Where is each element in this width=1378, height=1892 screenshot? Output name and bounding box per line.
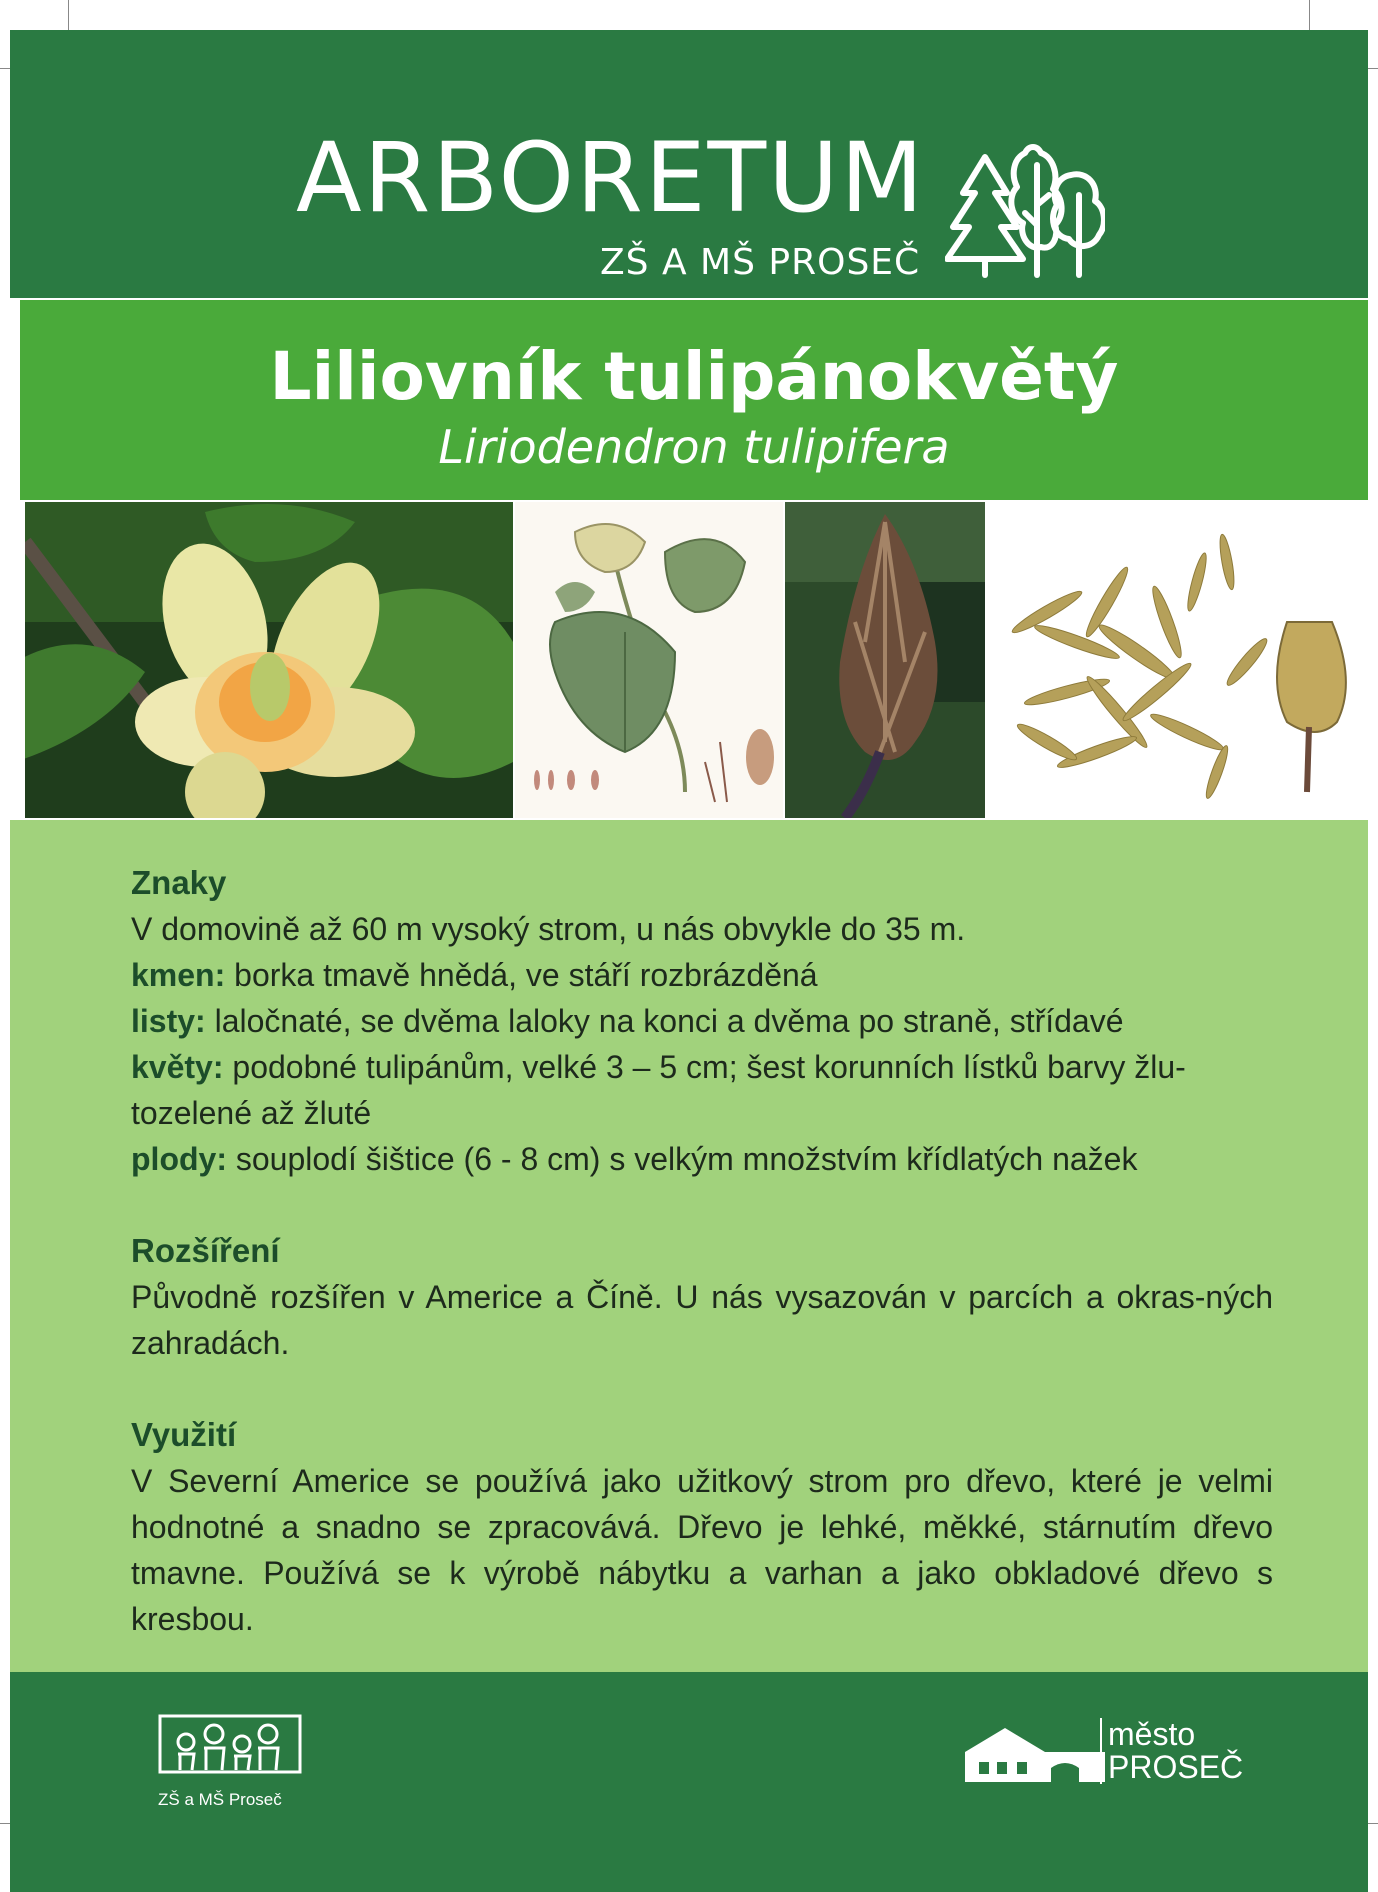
znaky-kvety <box>131 1044 1273 1136</box>
znaky-listy <box>131 998 1273 1044</box>
vyuziti-text: V Severní Americe se používá jako užitkový strom pro dřevo, které je velmi hodnotné a snadno se zpracovává. Dřevo je lehké, měkké, stárnutím dřevo tmavne. Používá se k výrobě nábytku a varhan a jako obkladové dřevo s kresbou. <box>131 1463 1273 1637</box>
kmen-text: borka tmavě hnědá, ve stáří rozbrázděná <box>225 957 818 993</box>
page-title: ARBORETUM <box>296 122 926 234</box>
cone-photo <box>785 502 985 818</box>
flower-photo <box>25 502 513 818</box>
znaky-plody <box>131 1136 1273 1182</box>
school-caption: ZŠ a MŠ Proseč <box>158 1790 282 1809</box>
trees-icon <box>945 135 1105 280</box>
botanical-illustration <box>515 502 783 818</box>
species-czech-name: Liliovník tulipánokvětý <box>269 338 1119 415</box>
section-heading-znaky: Znaky <box>131 864 227 901</box>
listy-label: listy: <box>131 1003 206 1039</box>
town-line1: město <box>1108 1716 1196 1752</box>
footer-banner <box>10 1672 1368 1892</box>
header-banner <box>10 30 1368 298</box>
town-logo-icon <box>965 1722 1105 1782</box>
listy-text: laločnaté, se dvěma laloky na konci a dvěma po straně, střídavé <box>205 1003 1124 1039</box>
article-body <box>131 860 1273 1642</box>
town-line2: PROSEČ <box>1108 1749 1244 1785</box>
section-heading-vyuziti: Využití <box>131 1416 237 1453</box>
page-subtitle: ZŠ A MŠ PROSEČ <box>600 242 921 283</box>
school-logo-icon <box>156 1712 316 1782</box>
plody-label: plody: <box>131 1141 227 1177</box>
kvety-text: podobné tulipánům, velké 3 – 5 cm; šest korunních lístků barvy žlu-tozelené až žluté <box>131 1049 1186 1131</box>
plody-text: souplodí šištice (6 - 8 cm) s velkým množstvím křídlatých nažek <box>226 1141 1138 1177</box>
kvety-label: květy: <box>131 1049 224 1085</box>
rozsireni-text: Původně rozšířen v Americe a Číně. U nás vysazován v parcích a okras-ných zahradách. <box>131 1279 1273 1361</box>
kmen-label: kmen: <box>131 957 226 993</box>
seeds-photo <box>987 502 1368 818</box>
znaky-intro: V domovině až 60 m vysoký strom, u nás obvykle do 35 m. <box>131 911 966 947</box>
content-panel <box>10 820 1368 1672</box>
town-name <box>1108 1718 1243 1784</box>
species-latin-name: Liriodendron tulipifera <box>438 420 950 474</box>
znaky-kmen <box>131 952 1273 998</box>
photo-strip <box>25 502 1368 818</box>
section-heading-rozsireni: Rozšíření <box>131 1232 280 1269</box>
town-divider <box>1100 1718 1102 1784</box>
species-banner <box>20 300 1368 500</box>
